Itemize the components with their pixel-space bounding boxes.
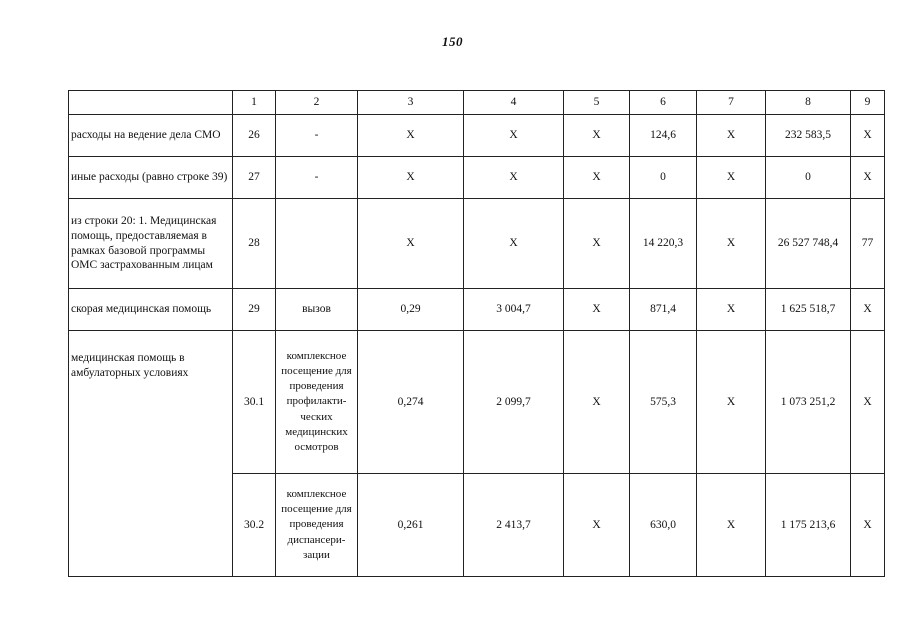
- table-cell: X: [697, 331, 766, 474]
- table-row: [69, 115, 885, 157]
- column-header: 2: [276, 91, 358, 115]
- table-cell: 26 527 748,4: [766, 199, 851, 289]
- table-cell: 30.1: [233, 331, 276, 474]
- table-cell: 0,29: [358, 289, 464, 331]
- table-cell: X: [697, 289, 766, 331]
- table-cell: 575,3: [630, 331, 697, 474]
- table-row: [69, 331, 885, 474]
- table-cell: -: [276, 157, 358, 199]
- row-label: расходы на ведение дела СМО: [69, 115, 233, 157]
- table-cell: X: [564, 199, 630, 289]
- table-cell: 27: [233, 157, 276, 199]
- row-label: иные расходы (равно строке 39): [69, 157, 233, 199]
- table-cell: 871,4: [630, 289, 697, 331]
- table-cell: X: [564, 331, 630, 474]
- table-cell: 28: [233, 199, 276, 289]
- table-cell: -: [276, 115, 358, 157]
- table-cell: X: [564, 157, 630, 199]
- table-row: [69, 199, 885, 289]
- table-cell: X: [851, 331, 885, 474]
- row-label: медицинская помощь в амбулаторных условиях: [69, 331, 233, 577]
- table-cell: 0,261: [358, 474, 464, 577]
- table-row: [69, 289, 885, 331]
- table-cell: 630,0: [630, 474, 697, 577]
- table-cell: 2 099,7: [464, 331, 564, 474]
- column-header: 1: [233, 91, 276, 115]
- table-cell: 14 220,3: [630, 199, 697, 289]
- table-cell: X: [697, 115, 766, 157]
- table-cell: 77: [851, 199, 885, 289]
- page-number: 150: [442, 34, 463, 49]
- column-header: 8: [766, 91, 851, 115]
- table-cell: X: [851, 157, 885, 199]
- table-cell: 3 004,7: [464, 289, 564, 331]
- table-cell: 1 073 251,2: [766, 331, 851, 474]
- table-cell: 0: [766, 157, 851, 199]
- table-cell: комплексное посещение для проведения диспансери-зации: [276, 474, 358, 577]
- table-cell: 2 413,7: [464, 474, 564, 577]
- data-table: [68, 90, 885, 577]
- table-cell: X: [564, 115, 630, 157]
- table-header-row: [69, 91, 885, 115]
- table-cell: 1 625 518,7: [766, 289, 851, 331]
- table-cell: комплексное посещение для проведения профилакти-ческих медицинских осмотров: [276, 331, 358, 474]
- column-header: [69, 91, 233, 115]
- table-cell: X: [464, 157, 564, 199]
- table-cell: вызов: [276, 289, 358, 331]
- table-cell: X: [464, 115, 564, 157]
- table-cell: X: [697, 199, 766, 289]
- table-cell: 1 175 213,6: [766, 474, 851, 577]
- table-cell: 124,6: [630, 115, 697, 157]
- table-cell: 29: [233, 289, 276, 331]
- table-cell: X: [697, 474, 766, 577]
- table-cell: X: [358, 199, 464, 289]
- table-cell: 0: [630, 157, 697, 199]
- table-cell: 30.2: [233, 474, 276, 577]
- table-cell: 0,274: [358, 331, 464, 474]
- column-header: 6: [630, 91, 697, 115]
- table-cell: 232 583,5: [766, 115, 851, 157]
- table-cell: X: [564, 289, 630, 331]
- table-row: [69, 157, 885, 199]
- table-cell: 26: [233, 115, 276, 157]
- column-header: 5: [564, 91, 630, 115]
- table-cell: X: [564, 474, 630, 577]
- column-header: 9: [851, 91, 885, 115]
- table-cell: X: [358, 157, 464, 199]
- table-cell: X: [464, 199, 564, 289]
- table-cell: X: [697, 157, 766, 199]
- column-header: 4: [464, 91, 564, 115]
- table-cell: [276, 199, 358, 289]
- column-header: 7: [697, 91, 766, 115]
- table-cell: X: [358, 115, 464, 157]
- table-cell: X: [851, 289, 885, 331]
- column-header: 3: [358, 91, 464, 115]
- table-cell: X: [851, 115, 885, 157]
- row-label: из строки 20: 1. Медицинская помощь, предоставляемая в рамках базовой программы ОМС застрахованным лицам: [69, 199, 233, 289]
- row-label: скорая медицинская помощь: [69, 289, 233, 331]
- table-cell: X: [851, 474, 885, 577]
